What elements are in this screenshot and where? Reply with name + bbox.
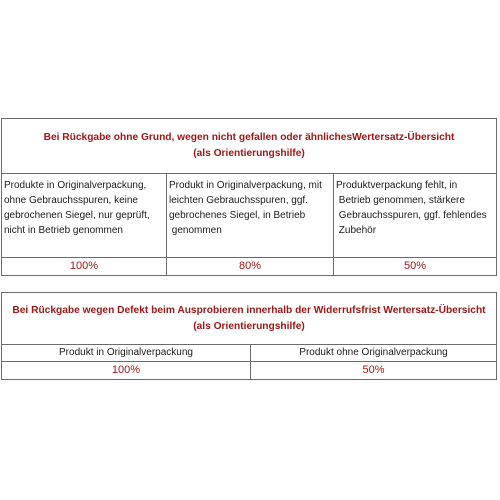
return-defect-heading (2, 293, 496, 345)
percent-value: 100% (2, 362, 251, 379)
condition-cell-missing-packaging (334, 174, 496, 257)
cell-line: leichten Gebrauchsspuren, ggf. (169, 195, 308, 206)
heading-title: Bei Rückgabe ohne Grund, wegen nicht gefallen oder ähnlichesWertersatz-Übersicht (43, 132, 455, 143)
percent-value: 100% (2, 258, 167, 275)
heading-title: Bei Rückgabe wegen Defekt beim Ausprobieren innerhalb der Widerrufsfrist Wertersatz-Übersicht (12, 305, 486, 316)
cell-line: ohne Gebrauchsspuren, keine (4, 195, 138, 206)
heading-subtitle: (als Orientierungshilfe) (193, 321, 305, 332)
condition-row (2, 174, 496, 258)
percent-row (2, 258, 496, 275)
cell-line: genommen (169, 225, 222, 236)
return-defect-table (1, 292, 497, 380)
cell-line: gebrochenen Siegel, nur geprüft, (4, 210, 150, 221)
percent-row (2, 362, 496, 379)
cell-line: Gebrauchsspuren, ggf. fehlendes (336, 210, 487, 221)
cell-line: gebrochenes Siegel, in Betrieb (169, 210, 306, 221)
percent-value: 80% (167, 258, 334, 275)
return-no-reason-heading (2, 119, 496, 174)
percent-value: 50% (362, 364, 385, 376)
cell-line: Betrieb genommen, stärkere (336, 195, 465, 206)
condition-cell-original-unused (2, 174, 167, 257)
column-label: Produkt ohne Originalverpackung (299, 347, 448, 358)
return-no-reason-table (1, 118, 497, 276)
column-label: Produkt in Originalverpackung (2, 345, 251, 361)
condition-cell-light-wear (167, 174, 334, 257)
packaging-label-row (2, 345, 496, 362)
heading-subtitle: (als Orientierungshilfe) (193, 148, 305, 159)
cell-line: Produktverpackung fehlt, in (336, 180, 458, 191)
cell-line: Zubehör (336, 225, 377, 236)
cell-line: nicht in Betrieb genommen (4, 225, 123, 236)
percent-value: 50% (403, 260, 427, 272)
cell-line: Produkt in Originalverpackung, mit (169, 180, 322, 191)
cell-line: Produkte in Originalverpackung, (4, 180, 147, 191)
